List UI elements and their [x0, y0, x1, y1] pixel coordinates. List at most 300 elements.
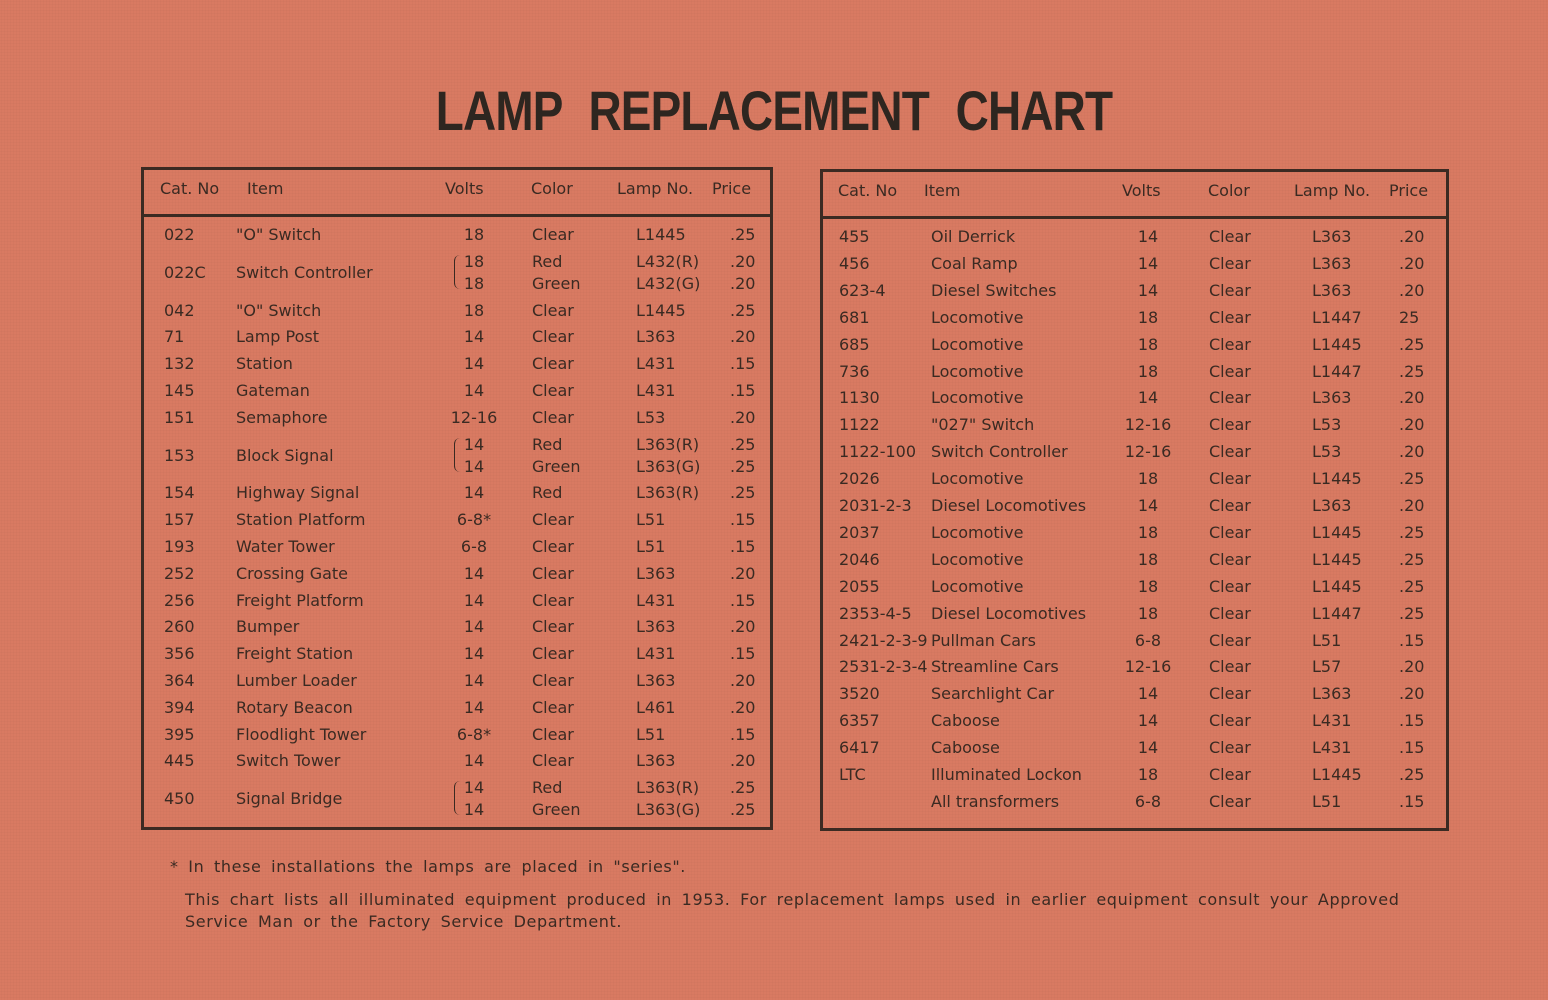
- lamp-no: L363: [1312, 496, 1352, 515]
- volts: 14: [463, 327, 485, 347]
- volts: 18: [1137, 765, 1159, 784]
- volts: 14: [463, 697, 485, 717]
- price: .15: [730, 537, 756, 556]
- price: .25: [730, 800, 756, 820]
- color: Clear: [1209, 657, 1251, 677]
- lamp-no: L51: [636, 724, 666, 744]
- table-row: [823, 792, 1446, 819]
- volts: 18: [1137, 603, 1159, 623]
- volts: 14: [463, 590, 485, 610]
- color: Clear: [1209, 361, 1251, 381]
- header-item: Item: [924, 181, 961, 200]
- volts: 12-16: [1124, 657, 1172, 677]
- lamp-no: L363: [1312, 227, 1352, 246]
- table-row: [144, 354, 770, 381]
- item-name: Locomotive: [931, 334, 1024, 354]
- table-row: [823, 631, 1446, 658]
- price: .20: [730, 697, 756, 717]
- table-row: [823, 442, 1446, 469]
- cat-no: 2026: [839, 469, 880, 489]
- volts: 6-8: [1134, 791, 1162, 811]
- color: Clear: [1209, 711, 1251, 731]
- price: .25: [730, 434, 756, 454]
- color: Clear: [1209, 496, 1251, 515]
- header-lamp-no: Lamp No.: [1294, 181, 1371, 200]
- item-name: Locomotive: [931, 388, 1024, 408]
- color: Clear: [532, 300, 574, 320]
- item-name: "O" Switch: [236, 225, 322, 244]
- lamp-no: L1445: [1312, 549, 1362, 569]
- item-name: Pullman Cars: [931, 630, 1036, 650]
- lamp-no: L363: [1312, 684, 1352, 704]
- table-row: [144, 671, 770, 698]
- cat-no: 456: [839, 253, 870, 273]
- lamp-no: L431: [636, 354, 676, 374]
- header-color: Color: [531, 179, 573, 198]
- lamp-no: L1445: [1312, 334, 1362, 354]
- cat-no: 1122: [839, 415, 880, 435]
- cat-no: 022: [164, 225, 195, 244]
- price: .20: [1399, 496, 1425, 515]
- lamp-no: L363: [636, 671, 676, 690]
- brace-icon: [454, 255, 461, 289]
- color: Clear: [1209, 469, 1251, 489]
- table-row: [823, 415, 1446, 442]
- price: .25: [1399, 765, 1425, 784]
- volts: 18: [1137, 307, 1159, 327]
- lamp-no: L363(R): [636, 778, 700, 798]
- header-volts: Volts: [1122, 181, 1161, 200]
- volts: 14: [463, 354, 485, 374]
- lamp-no: L363(G): [636, 456, 701, 476]
- table-row: [823, 765, 1446, 792]
- cat-no: 455: [839, 227, 870, 246]
- cat-no: 1122-100: [839, 442, 917, 462]
- volts: 14: [1137, 711, 1159, 731]
- color: Green: [532, 273, 581, 293]
- lamp-no: L363: [636, 751, 676, 771]
- item-name: Oil Derrick: [931, 227, 1016, 246]
- cat-no: 260: [164, 617, 195, 637]
- table-row: [823, 362, 1446, 389]
- item-name: "O" Switch: [236, 300, 322, 320]
- cat-no: 3520: [839, 684, 880, 704]
- volts: 14: [1137, 227, 1159, 246]
- table-row: [144, 698, 770, 725]
- volts: 18: [463, 225, 485, 244]
- volts: 14: [463, 751, 485, 771]
- right-table: [820, 169, 1449, 831]
- cat-no: 1130: [839, 388, 880, 408]
- color: Clear: [1209, 791, 1251, 811]
- header-lamp-no: Lamp No.: [617, 179, 694, 198]
- price: .20: [730, 617, 756, 637]
- item-name: Rotary Beacon: [236, 697, 353, 717]
- lamp-no: L1445: [636, 225, 686, 244]
- cat-no: 042: [164, 300, 195, 320]
- color: Green: [532, 800, 581, 820]
- cat-no: 736: [839, 361, 870, 381]
- table-row: [144, 408, 770, 435]
- cat-no: 394: [164, 697, 195, 717]
- color: Clear: [532, 537, 574, 556]
- lamp-no: L1447: [1312, 307, 1362, 327]
- volts: 14: [463, 800, 485, 820]
- color: Clear: [1209, 307, 1251, 327]
- cat-no: 132: [164, 354, 195, 374]
- right-table-header: [823, 172, 1446, 219]
- lamp-no: L363(R): [636, 434, 700, 454]
- item-name: "027" Switch: [931, 415, 1035, 435]
- item-name: Semaphore: [236, 407, 328, 427]
- volts: 14: [463, 778, 485, 798]
- header-color: Color: [1208, 181, 1250, 200]
- price: .20: [730, 563, 756, 583]
- price: .25: [730, 225, 756, 244]
- lamp-no: L363: [636, 327, 676, 347]
- color: Clear: [532, 671, 574, 690]
- lamp-no: L53: [1312, 415, 1342, 435]
- table-row: [144, 381, 770, 408]
- item-name: Locomotive: [931, 307, 1024, 327]
- cat-no: 154: [164, 483, 195, 503]
- volts: 14: [463, 381, 485, 400]
- lamp-no: L363: [636, 563, 676, 583]
- item-name: Gateman: [236, 381, 310, 400]
- item-name: Freight Platform: [236, 590, 364, 610]
- volts: 18: [1137, 334, 1159, 354]
- price: .25: [1399, 522, 1425, 542]
- volts: 6-8: [460, 537, 488, 556]
- lamp-no: L363: [1312, 388, 1352, 408]
- item-name: Signal Bridge: [236, 789, 343, 809]
- lamp-no: L51: [636, 510, 666, 530]
- cat-no: 71: [164, 327, 185, 347]
- price: .15: [730, 590, 756, 610]
- lamp-no: L431: [636, 644, 676, 664]
- volts: 18: [1137, 549, 1159, 569]
- cat-no: 2055: [839, 576, 880, 596]
- table-row: [144, 617, 770, 644]
- cat-no: 623-4: [839, 280, 886, 300]
- table-row: [144, 252, 770, 294]
- brace-icon: [454, 438, 461, 472]
- lamp-no: L51: [636, 537, 666, 556]
- item-name: Locomotive: [931, 469, 1024, 489]
- lamp-no: L363: [636, 617, 676, 637]
- header-cat-no: Cat. No: [160, 179, 220, 198]
- volts: 14: [463, 644, 485, 664]
- cat-no: 157: [164, 510, 195, 530]
- color: Clear: [1209, 227, 1251, 246]
- table-row: [823, 684, 1446, 711]
- volts: 18: [1137, 522, 1159, 542]
- item-name: Lumber Loader: [236, 671, 357, 690]
- cat-no: 022C: [164, 262, 206, 282]
- lamp-no: L1445: [1312, 765, 1362, 784]
- table-row: [823, 308, 1446, 335]
- lamp-no: L1445: [636, 300, 686, 320]
- color: Clear: [532, 225, 574, 244]
- volts: 14: [463, 456, 485, 476]
- price: .20: [1399, 227, 1425, 246]
- color: Green: [532, 456, 581, 476]
- price: .15: [1399, 738, 1425, 758]
- item-name: Crossing Gate: [236, 563, 349, 583]
- volts: 12-16: [450, 407, 498, 427]
- item-name: Switch Controller: [236, 262, 373, 282]
- chart-title: LAMP REPLACEMENT CHART: [435, 79, 1113, 142]
- cat-no: 153: [164, 445, 195, 465]
- lamp-no: L363: [1312, 253, 1352, 273]
- price: .20: [730, 327, 756, 347]
- cat-no: 2037: [839, 522, 880, 542]
- lamp-no: L431: [636, 590, 676, 610]
- color: Clear: [532, 407, 574, 427]
- lamp-no: L57: [1312, 657, 1342, 677]
- item-name: Lamp Post: [236, 327, 320, 347]
- price: .20: [1399, 684, 1425, 704]
- left-table: [141, 167, 773, 830]
- price: .15: [730, 724, 756, 744]
- item-name: Diesel Switches: [931, 280, 1057, 300]
- price: .20: [730, 671, 756, 690]
- price: .25: [730, 456, 756, 476]
- lamp-no: L53: [1312, 442, 1342, 462]
- price: .20: [1399, 280, 1425, 300]
- price: 25: [1399, 307, 1420, 327]
- table-row: [144, 644, 770, 671]
- color: Red: [532, 778, 563, 798]
- item-name: All transformers: [931, 791, 1060, 811]
- cat-no: LTC: [839, 765, 866, 784]
- header-price: Price: [712, 179, 752, 198]
- lamp-no: L432(R): [636, 251, 700, 271]
- table-row: [144, 591, 770, 618]
- left-table-header: [144, 170, 770, 217]
- table-row: [823, 711, 1446, 738]
- item-name: Diesel Locomotives: [931, 496, 1087, 515]
- cat-no: 2353-4-5: [839, 603, 912, 623]
- price: .25: [730, 483, 756, 503]
- item-name: Searchlight Car: [931, 684, 1055, 704]
- cat-no: 151: [164, 407, 195, 427]
- lamp-no: L363(R): [636, 483, 700, 503]
- volts: 14: [1137, 738, 1159, 758]
- cat-no: 6417: [839, 738, 880, 758]
- table-row: [823, 469, 1446, 496]
- price: .20: [1399, 253, 1425, 273]
- color: Clear: [1209, 630, 1251, 650]
- price: .15: [730, 510, 756, 530]
- price: .20: [1399, 442, 1425, 462]
- lamp-no: L1447: [1312, 603, 1362, 623]
- cat-no: 356: [164, 644, 195, 664]
- table-row: [823, 604, 1446, 631]
- color: Clear: [1209, 442, 1251, 462]
- volts: 14: [463, 671, 485, 690]
- color: Clear: [1209, 549, 1251, 569]
- color: Clear: [532, 724, 574, 744]
- price: .20: [1399, 388, 1425, 408]
- lamp-no: L431: [1312, 738, 1352, 758]
- color: Clear: [532, 510, 574, 530]
- color: Clear: [1209, 388, 1251, 408]
- volts: 12-16: [1124, 415, 1172, 435]
- table-row: [823, 254, 1446, 281]
- volts: 14: [1137, 388, 1159, 408]
- item-name: Freight Station: [236, 644, 354, 664]
- volts: 12-16: [1124, 442, 1172, 462]
- price: .25: [730, 778, 756, 798]
- price: .15: [1399, 630, 1425, 650]
- lamp-no: L432(G): [636, 273, 701, 293]
- lamp-no: L461: [636, 697, 676, 717]
- color: Clear: [1209, 603, 1251, 623]
- color: Red: [532, 483, 563, 503]
- price: .15: [1399, 711, 1425, 731]
- header-price: Price: [1389, 181, 1429, 200]
- table-row: [823, 335, 1446, 362]
- cat-no: 6357: [839, 711, 880, 731]
- table-row: [144, 327, 770, 354]
- volts: 18: [1137, 361, 1159, 381]
- volts: 14: [1137, 280, 1159, 300]
- table-row: [823, 738, 1446, 765]
- table-row: [144, 483, 770, 510]
- cat-no: 2031-2-3: [839, 496, 912, 515]
- item-name: Caboose: [931, 711, 1000, 731]
- price: .25: [1399, 603, 1425, 623]
- lamp-no: L363: [1312, 280, 1352, 300]
- table-row: [144, 778, 770, 820]
- table-row: [823, 550, 1446, 577]
- item-name: Locomotive: [931, 361, 1024, 381]
- table-row: [144, 510, 770, 537]
- color: Red: [532, 251, 563, 271]
- color: Red: [532, 434, 563, 454]
- item-name: Locomotive: [931, 549, 1024, 569]
- color: Clear: [532, 381, 574, 400]
- item-name: Streamline Cars: [931, 657, 1059, 677]
- volts: 14: [1137, 253, 1159, 273]
- color: Clear: [532, 590, 574, 610]
- table-row: [144, 725, 770, 752]
- table-row: [144, 435, 770, 477]
- volts: 6-8*: [456, 724, 492, 744]
- cat-no: 450: [164, 789, 195, 809]
- volts: 18: [1137, 576, 1159, 596]
- table-row: [823, 388, 1446, 415]
- item-name: Floodlight Tower: [236, 724, 367, 744]
- color: Clear: [532, 644, 574, 664]
- item-name: Diesel Locomotives: [931, 603, 1087, 623]
- color: Clear: [1209, 576, 1251, 596]
- lamp-no: L1447: [1312, 361, 1362, 381]
- table-row: [823, 496, 1446, 523]
- color: Clear: [532, 563, 574, 583]
- volts: 14: [1137, 496, 1159, 515]
- item-name: Block Signal: [236, 445, 334, 465]
- color: Clear: [1209, 684, 1251, 704]
- cat-no: 256: [164, 590, 195, 610]
- volts: 6-8*: [456, 510, 492, 530]
- cat-no: 2046: [839, 549, 880, 569]
- color: Clear: [532, 617, 574, 637]
- lamp-no: L431: [1312, 711, 1352, 731]
- volts: 18: [463, 300, 485, 320]
- price: .15: [730, 644, 756, 664]
- color: Clear: [532, 751, 574, 771]
- item-name: Station: [236, 354, 293, 374]
- lamp-no: L1445: [1312, 522, 1362, 542]
- cat-no: 681: [839, 307, 870, 327]
- price: .15: [730, 381, 756, 400]
- header-item: Item: [247, 179, 284, 198]
- cat-no: 193: [164, 537, 195, 556]
- item-name: Bumper: [236, 617, 300, 637]
- header-volts: Volts: [445, 179, 484, 198]
- color: Clear: [1209, 334, 1251, 354]
- price: .20: [730, 273, 756, 293]
- brace-icon: [454, 781, 461, 815]
- cat-no: 145: [164, 381, 195, 400]
- volts: 14: [463, 617, 485, 637]
- volts: 18: [1137, 469, 1159, 489]
- lamp-no: L431: [636, 381, 676, 400]
- volts: 14: [463, 434, 485, 454]
- item-name: Switch Tower: [236, 751, 341, 771]
- item-name: Coal Ramp: [931, 253, 1018, 273]
- table-row: [144, 301, 770, 328]
- item-name: Illuminated Lockon: [931, 765, 1082, 784]
- cat-no: 252: [164, 563, 195, 583]
- lamp-no: L53: [636, 407, 666, 427]
- lamp-no: L51: [1312, 791, 1342, 811]
- chart-note: This chart lists all illuminated equipment produced in 1953. For replacement lamps used in earlier equipment consult your Approved Service Man or the Factory Service Department.: [185, 890, 1400, 931]
- item-name: Locomotive: [931, 522, 1024, 542]
- table-row: [144, 537, 770, 564]
- cat-no: 445: [164, 751, 195, 771]
- price: .25: [1399, 469, 1425, 489]
- table-row: [144, 564, 770, 591]
- price: .25: [1399, 334, 1425, 354]
- item-name: Caboose: [931, 738, 1000, 758]
- item-name: Highway Signal: [236, 483, 360, 503]
- cat-no: 2531-2-3-4: [839, 657, 928, 677]
- lamp-no: L1445: [1312, 576, 1362, 596]
- item-name: Station Platform: [236, 510, 366, 530]
- lamp-no: L363(G): [636, 800, 701, 820]
- color: Clear: [532, 327, 574, 347]
- color: Clear: [1209, 253, 1251, 273]
- item-name: Locomotive: [931, 576, 1024, 596]
- lamp-no: L51: [1312, 630, 1342, 650]
- volts: 14: [463, 563, 485, 583]
- volts: 18: [463, 273, 485, 293]
- series-footnote: * In these installations the lamps are placed in "series".: [170, 857, 686, 876]
- volts: 14: [1137, 684, 1159, 704]
- price: .20: [730, 407, 756, 427]
- table-row: [144, 225, 770, 252]
- volts: 6-8: [1134, 630, 1162, 650]
- color: Clear: [1209, 415, 1251, 435]
- price: .15: [1399, 791, 1425, 811]
- item-name: Water Tower: [236, 537, 335, 556]
- item-name: Switch Controller: [931, 442, 1068, 462]
- table-row: [823, 227, 1446, 254]
- table-row: [823, 577, 1446, 604]
